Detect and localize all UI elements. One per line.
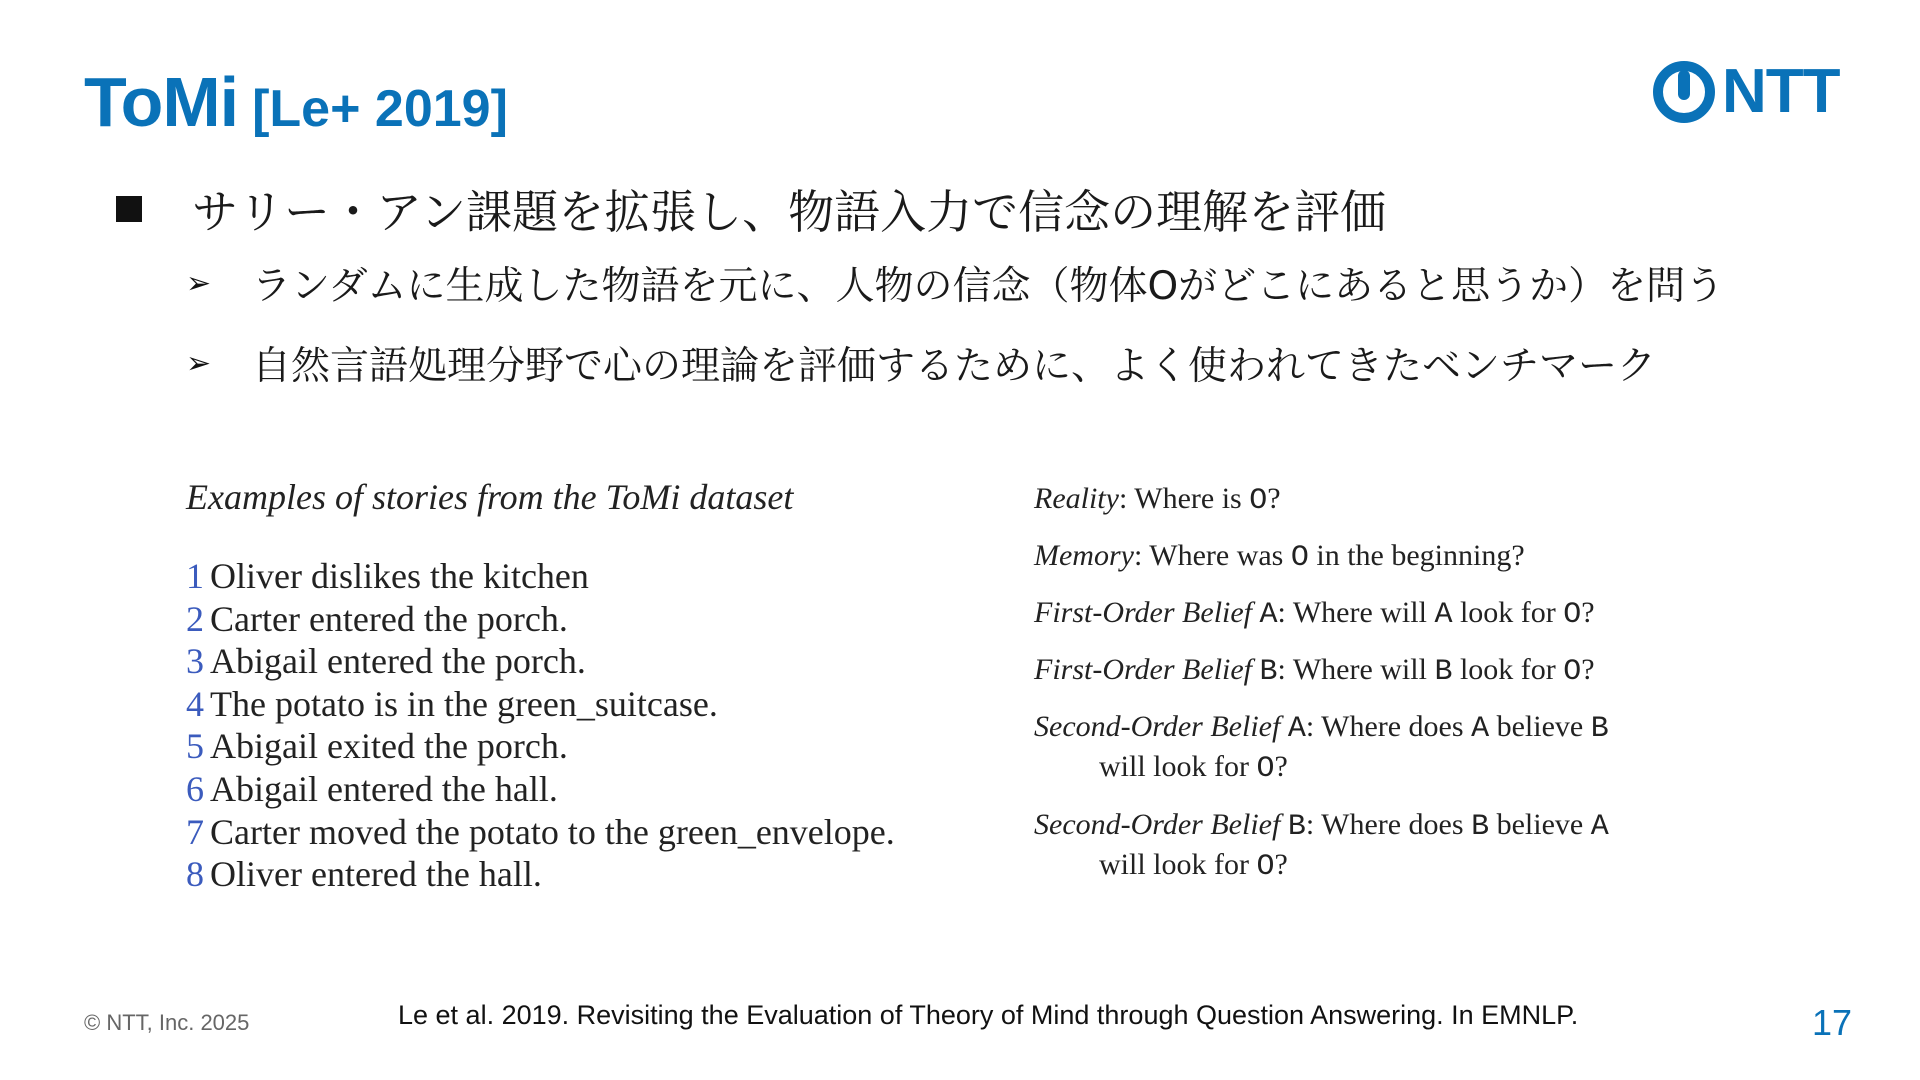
variable: O [1249, 484, 1268, 518]
variable: B [1434, 655, 1453, 689]
line-number: 3 [186, 641, 204, 682]
story-line [186, 683, 895, 726]
line-text: Carter entered the porch. [210, 598, 568, 639]
line-text: Abigail entered the porch. [210, 641, 586, 682]
question-label: First-Order Belief [1034, 653, 1253, 686]
line-text: Carter moved the potato to the green_envelope. [210, 811, 895, 852]
agent: A [1259, 598, 1278, 632]
sub-bullet-text: 自然言語処理分野で心の理論を評価するために、よく使われてきたベンチマーク [252, 344, 1657, 389]
agent: A [1287, 712, 1306, 746]
story-line [186, 768, 895, 811]
question-text: believe [1489, 808, 1591, 841]
story-line [186, 811, 895, 854]
question-second-order-b [1034, 808, 1609, 884]
line-number: 2 [186, 598, 204, 639]
citation: Le et al. 2019. Revisiting the Evaluation of Theory of Mind through Question Answering. In EMNLP. [398, 1000, 1579, 1030]
page-number: 17 [1812, 1002, 1853, 1043]
line-text: Oliver dislikes the kitchen [210, 556, 589, 596]
separator: : [1277, 596, 1293, 629]
separator: : [1118, 482, 1135, 515]
separator: : [1277, 653, 1293, 686]
examples-title: Examples of stories from the ToMi dataset [186, 477, 794, 517]
copyright: © NTT, Inc. 2025 [84, 1010, 250, 1035]
line-number: 8 [186, 854, 204, 895]
story-line [186, 640, 895, 683]
variable: A [1590, 810, 1609, 844]
title-reference: [Le+ 2019] [252, 80, 508, 138]
question-text: ? [1274, 848, 1288, 881]
agent: B [1259, 655, 1278, 689]
question-text: Where was [1149, 539, 1291, 572]
sub-bullet-text: ランダムに生成した物語を元に、人物の信念（物体Oがどこにあると思うか）を問う [252, 264, 1725, 309]
ntt-logo-text: NTT [1722, 57, 1840, 126]
question-text: look for [1452, 653, 1564, 686]
question-label: Memory [1034, 539, 1134, 572]
question-label: Second-Order Belief [1034, 710, 1281, 743]
title-main: ToMi [84, 63, 239, 141]
variable: B [1471, 810, 1490, 844]
question-first-order-a [1034, 596, 1595, 632]
question-text: will look for [1099, 848, 1257, 881]
line-text: Oliver entered the hall. [210, 854, 542, 895]
variable: B [1590, 712, 1609, 746]
question-text: look for [1452, 596, 1564, 629]
story-line [186, 725, 895, 768]
question-continuation [1034, 848, 1609, 884]
separator: : [1305, 808, 1322, 841]
question-text: ? [1267, 482, 1281, 515]
question-text: believe [1489, 710, 1591, 743]
question-text: Where does [1321, 710, 1472, 743]
variable: O [1256, 752, 1275, 786]
ntt-logo [1652, 58, 1860, 126]
variable: O [1256, 850, 1275, 884]
variable: A [1471, 712, 1490, 746]
question-second-order-a [1034, 710, 1609, 786]
variable: O [1563, 598, 1582, 632]
question-label: Reality [1034, 482, 1119, 515]
story-line [186, 853, 895, 896]
question-text: in the beginning? [1308, 539, 1525, 572]
variable: O [1290, 541, 1309, 575]
question-text: Where will [1292, 596, 1435, 629]
separator: : [1133, 539, 1150, 572]
question-text: ? [1581, 596, 1595, 629]
variable: A [1434, 598, 1453, 632]
agent: B [1287, 810, 1306, 844]
question-text: ? [1581, 653, 1595, 686]
line-number: 5 [186, 726, 204, 767]
line-text: Abigail entered the hall. [210, 768, 558, 809]
line-number: 1 [186, 556, 204, 596]
arrow-bullet-icon: ➢ [186, 345, 212, 381]
question-first-order-b [1034, 653, 1595, 689]
separator: : [1305, 710, 1322, 743]
line-number: 4 [186, 683, 204, 724]
story-list [186, 555, 895, 896]
variable: O [1563, 655, 1582, 689]
question-reality [1034, 482, 1281, 518]
line-number: 6 [186, 768, 204, 809]
question-continuation [1034, 750, 1609, 786]
sub-bullet-2 [186, 338, 1656, 388]
question-text: Where does [1321, 808, 1472, 841]
line-text: Abigail exited the porch. [210, 726, 568, 767]
story-line [186, 598, 895, 641]
question-text: Where will [1292, 653, 1435, 686]
sub-bullet-1 [186, 258, 1724, 308]
arrow-bullet-icon: ➢ [186, 265, 212, 301]
question-label: Second-Order Belief [1034, 808, 1281, 841]
question-memory [1034, 539, 1525, 575]
line-text: The potato is in the green_suitcase. [210, 683, 718, 724]
ntt-logo-icon [1652, 60, 1716, 124]
question-text: Where is [1134, 482, 1250, 515]
question-text: ? [1274, 750, 1288, 783]
main-bullet-text: サリー・アン課題を拡張し、物語入力で信念の理解を評価 [192, 185, 1387, 239]
line-number: 7 [186, 811, 204, 852]
slide-title [84, 62, 508, 142]
main-bullet [116, 180, 1386, 238]
question-text: will look for [1099, 750, 1257, 783]
story-line [186, 555, 895, 598]
question-label: First-Order Belief [1034, 596, 1253, 629]
square-bullet-icon [116, 196, 142, 222]
